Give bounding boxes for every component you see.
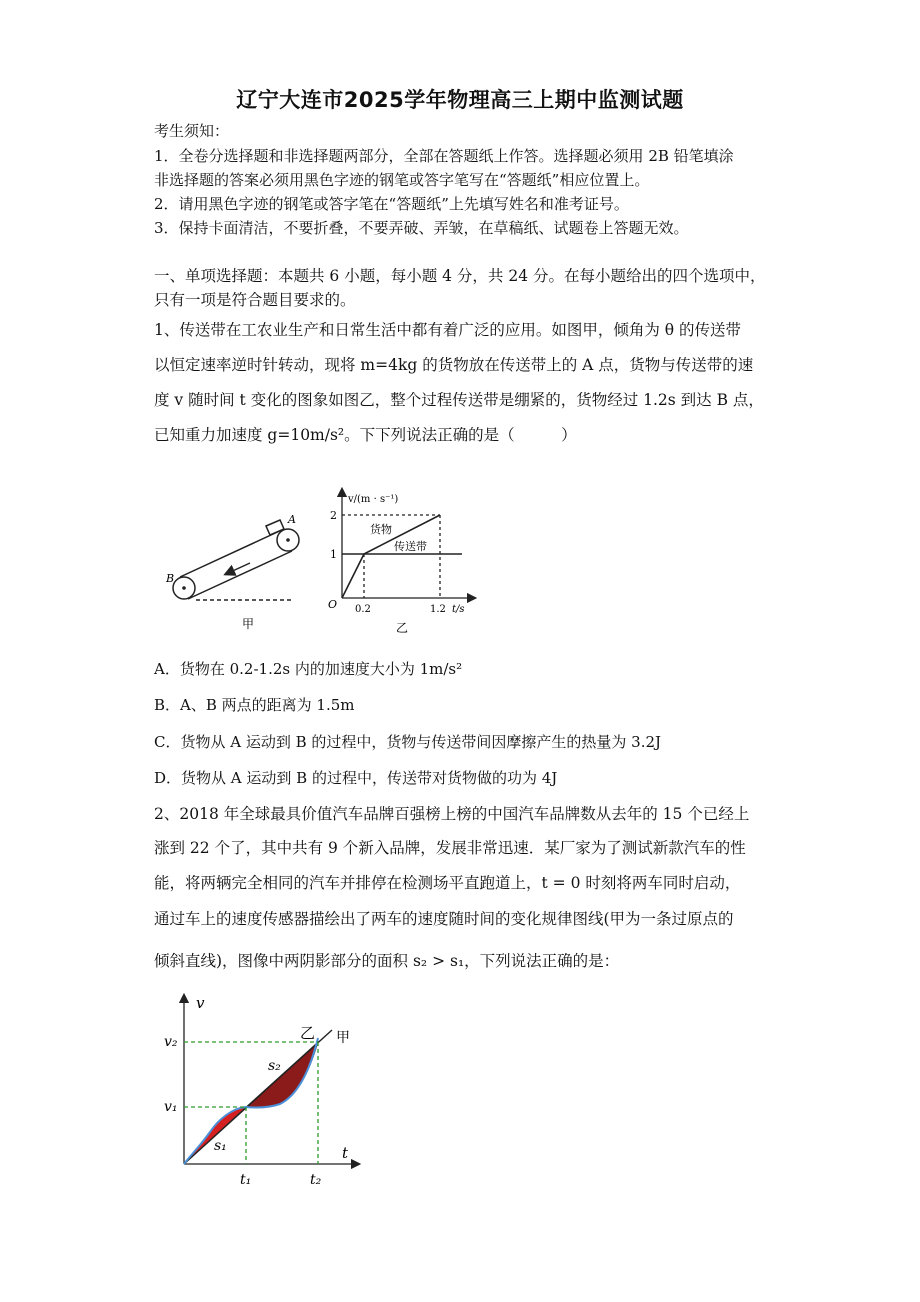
option-d: D．货物从 A 运动到 B 的过程中，传送带对货物做的功为 4J xyxy=(154,769,558,787)
notice-item: 1．全卷分选择题和非选择题两部分，全部在答题纸上作答。选择题必须用 2B 铅笔填涂 xyxy=(154,147,734,165)
question-2-text: 倾斜直线)，图像中两阴影部分的面积 s₂ > s₁，下列说法正确的是： xyxy=(154,952,620,970)
s1-label: s₁ xyxy=(214,1138,227,1154)
y-tick-2: 2 xyxy=(330,509,337,522)
v1-label: v₁ xyxy=(164,1099,178,1115)
question-2-text: 能，将两辆完全相同的汽车并排停在检测场平直跑道上，t = 0 时刻将两车同时启动， xyxy=(154,874,741,892)
section-heading: 一、单项选择题：本题共 6 小题，每小题 4 分，共 24 分。在每小题给出的四个选项中， xyxy=(154,267,766,285)
x-axis-label: t xyxy=(342,1144,349,1162)
notice-item: 2．请用黑色字迹的钢笔或答字笔在“答题纸”上先填写姓名和准考证号。 xyxy=(154,195,629,213)
question-2-text: 通过车上的速度传感器描绘出了两车的速度随时间的变化规律图线(甲为一条过原点的 xyxy=(154,910,734,928)
y-tick-1: 1 xyxy=(330,548,337,561)
section-heading-cont: 只有一项是符合题目要求的。 xyxy=(154,291,356,309)
t1-label: t₁ xyxy=(240,1172,252,1188)
line-jia xyxy=(184,1030,332,1164)
label-a: A xyxy=(288,513,296,526)
y-axis-label: v/(m · s⁻¹) xyxy=(348,494,399,505)
question-1-text: 已知重力加速度 g=10m/s²。下下列说法正确的是（ ） xyxy=(154,426,577,444)
line-jia-label: 甲 xyxy=(336,1030,350,1046)
page-title: 辽宁大连市2025学年物理高三上期中监测试题 xyxy=(236,88,684,112)
vt-graph-figure xyxy=(322,486,482,636)
question-1-text: 度 v 随时间 t 变化的图象如图乙，整个过程传送带是绷紧的，货物经过 1.2s 到达 B 点， xyxy=(154,391,764,409)
option-a: A．货物在 0.2-1.2s 内的加速度大小为 1m/s² xyxy=(154,660,463,678)
question-2-text: 2、2018 年全球最具价值汽车品牌百强榜上榜的中国汽车品牌数从去年的 15 个已经上 xyxy=(154,805,750,823)
y-axis-label: v xyxy=(196,994,205,1012)
x-tick-12: 1.2 xyxy=(430,604,446,615)
question-1-text: 以恒定速率逆时针转动，现将 m=4kg 的货物放在传送带上的 A 点，货物与传送带的速 xyxy=(154,356,754,374)
t2-label: t₂ xyxy=(310,1172,322,1188)
curve-yi-label: 乙 xyxy=(300,1024,316,1042)
notice-heading: 考生须知： xyxy=(154,122,230,140)
x-axis-label: t/s xyxy=(452,604,465,615)
option-c: C．货物从 A 运动到 B 的过程中，货物与传送带间因摩擦产生的热量为 3.2J xyxy=(154,733,662,751)
notice-item: 3．保持卡面清洁，不要折叠，不要弄破、弄皱，在草稿纸、试题卷上答题无效。 xyxy=(154,219,689,237)
question-1-text: 1、传送带在工农业生产和日常生活中都有着广泛的应用。如图甲，倾角为 θ 的传送带 xyxy=(154,321,742,339)
goods-label: 货物 xyxy=(370,523,392,536)
speed-graph-figure xyxy=(160,990,370,1195)
x-tick-02: 0.2 xyxy=(355,604,371,615)
belt-label: 传送带 xyxy=(394,540,427,553)
option-b: B．A、B 两点的距离为 1.5m xyxy=(154,696,355,714)
v2-label: v₂ xyxy=(164,1034,178,1050)
figure-caption: 甲 xyxy=(242,617,255,631)
label-b: B xyxy=(166,572,175,585)
question-2-text: 涨到 22 个了，其中共有 9 个新入品牌，发展非常迅速．某厂家为了测试新款汽车的性 xyxy=(154,839,746,857)
figure-caption: 乙 xyxy=(396,621,409,635)
conveyor-figure xyxy=(160,508,310,638)
s2-label: s₂ xyxy=(268,1058,281,1074)
cargo-box xyxy=(266,520,284,535)
notice-item: 非选择题的答案必须用黑色字迹的钢笔或答字笔写在“答题纸”相应位置上。 xyxy=(154,171,650,189)
origin-label: O xyxy=(328,598,338,611)
